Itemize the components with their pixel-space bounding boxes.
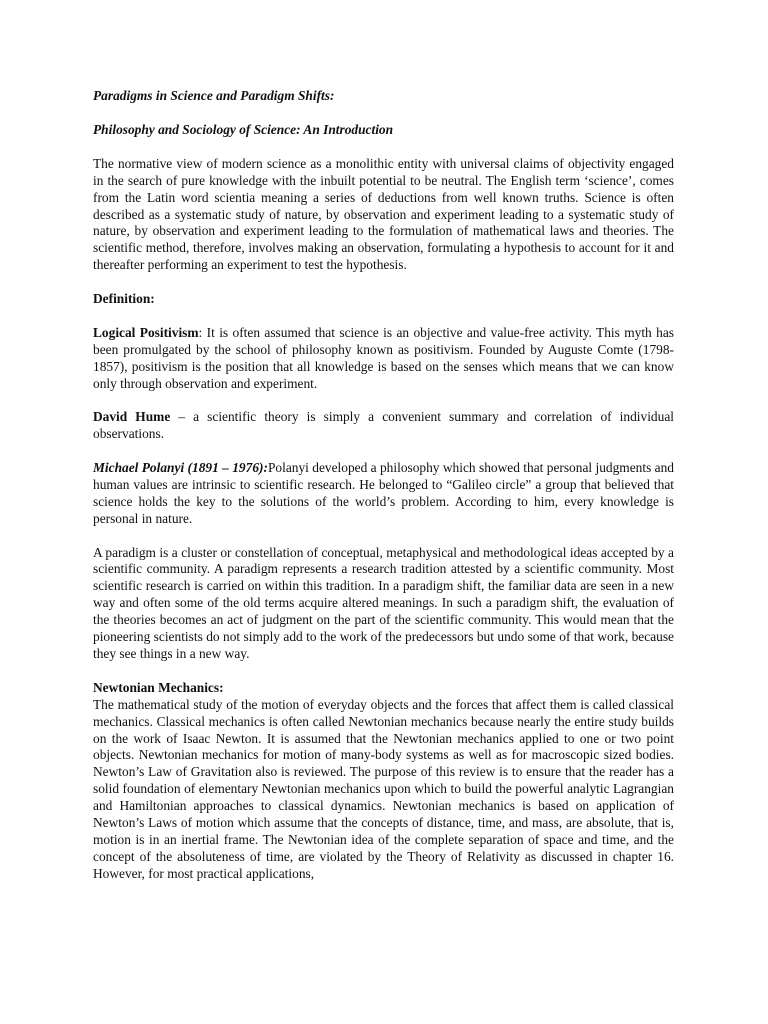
document-subtitle: Philosophy and Sociology of Science: An Introduction <box>93 121 394 137</box>
document-page <box>93 88 674 883</box>
david-hume-text: – a scientific theory is simply a convenient summary and correlation of individual observations. <box>93 409 674 442</box>
paradigm-paragraph: A paradigm is a cluster or constellation of conceptual, metaphysical and methodological ideas accepted by a scientific community. A paradigm represents a research tradition attested by a scientific community. Most scientific research is carried on within this tradition. In a paradigm shift, the familiar data are seen in a new way and often some of the old terms acquire altered meanings. In such a paradigm shift, the evaluation of the theories becomes an act of judgment on the part of the scientific community. This would mean that the pioneering scientists do not simply add to the work of the predecessors but undo some of that work, because they see things in a new way. <box>93 544 674 662</box>
newtonian-paragraph: The mathematical study of the motion of everyday objects and the forces that affect them is called classical mechanics. Classical mechanics is often called Newtonian mechanics because nearly the entire study builds on the work of Isaac Newton. It is assumed that the Newtonian mechanics applied to one or two point objects. Newtonian mechanics for motion of many-body systems as well as for macroscopic sized bodies. Newton’s Law of Gravitation also is reviewed. The purpose of this review is to ensure that the reader has a solid foundation of elementary Newtonian mechanics upon which to build the powerful analytic Lagrangian and Hamiltonian approaches to classical dynamics. Newtonian mechanics is based on application of Newton’s Laws of motion which assume that the concepts of distance, time, and mass, are absolute, that is, motion is in an inertial frame. The Newtonian idea of the complete separation of space and time, and the concept of the absoluteness of time, are violated by the Theory of Relativity as discussed in chapter 16. However, for most practical applications, <box>93 696 674 881</box>
polanyi-text: Polanyi developed a philosophy which showed that personal judgments and human values are intrinsic to scientific research. He belonged to “Galileo circle” a group that believed that science holds the key to the solutions of the world’s problem. According to him, every knowledge is personal in nature. <box>93 460 674 526</box>
intro-paragraph: The normative view of modern science as a monolithic entity with universal claims of objectivity engaged in the search of pure knowledge with the inbuilt potential to be neutral. The English term ‘science’, comes from the Latin word scientia meaning a series of deductions from well known truths. Science is often described as a systematic study of nature, by observation and experiment leading to a systematic study of nature, by observation and experiment leading to the formulation of mathematical laws and theories. The scientific method, therefore, involves making an observation, formulating a hypothesis to account for it and thereafter performing an experiment to test the hypothesis. <box>93 155 674 273</box>
polanyi-paragraph <box>93 460 674 528</box>
logical-positivism-label: Logical Positivism <box>93 324 199 340</box>
polanyi-label: Michael Polanyi (1891 – 1976): <box>93 460 268 476</box>
definition-heading: Definition: <box>93 291 155 307</box>
david-hume-paragraph <box>93 409 674 443</box>
document-title: Paradigms in Science and Paradigm Shifts: <box>93 88 335 103</box>
david-hume-label: David Hume <box>93 409 171 425</box>
logical-positivism-paragraph <box>93 325 674 393</box>
newtonian-heading: Newtonian Mechanics: <box>93 679 224 695</box>
logical-positivism-text: : It is often assumed that science is an objective and value-free activity. This myth has been promulgated by the school of philosophy known as positivism. Founded by Auguste Comte (1798-1857), positivism is the position that all knowledge is based on the senses which means that we can know only through observation and experiment. <box>93 324 674 391</box>
